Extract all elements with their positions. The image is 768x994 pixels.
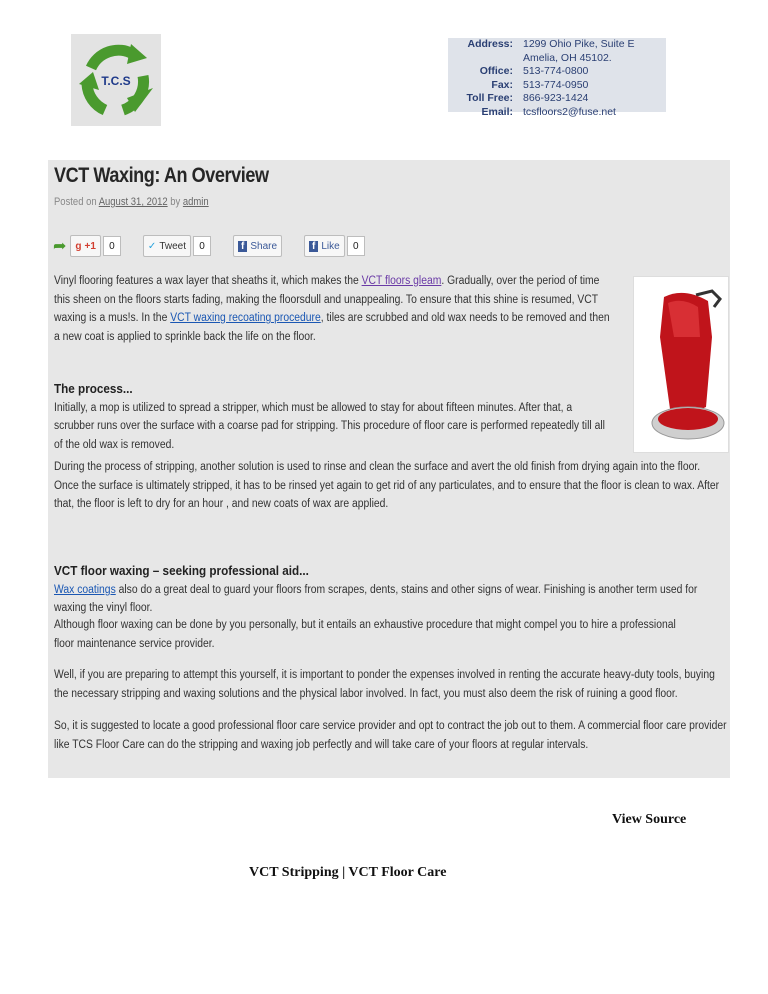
- post-title: VCT Waxing: An Overview: [54, 164, 269, 187]
- contact-label: Office:: [479, 65, 513, 77]
- heading-the-process: The process...: [54, 381, 133, 396]
- contact-label: Fax:: [491, 78, 513, 91]
- like-label: Like: [321, 240, 340, 252]
- gplus-label: +1: [84, 240, 96, 252]
- contact-row-tollfree: [448, 92, 666, 106]
- floor-machine-icon: [634, 277, 728, 452]
- paragraph-text: . Gradually, over the period of time this sheen on the floors starts fading, making the floorsdull and unappealing. To ensure that this shine is resumed, VCT waxing is a mus!s. In the: [54, 275, 600, 324]
- facebook-icon: f: [309, 241, 318, 252]
- contact-row-office: [448, 65, 666, 79]
- post-paragraph-3: During the process of stripping, another solution is used to rinse and clean the surface and avert the old finish from drying again into the floor. Once the surface is ultimately stripped, it has to be rinsed yet again to get rid of any particulates, and to ensure that the floor is clean to wax. After that, the floor is left to dry for an hour , and new coats of wax are applied.: [54, 461, 720, 510]
- share-bar: [53, 235, 387, 257]
- like-count: 0: [347, 236, 365, 256]
- contact-row-email: [448, 106, 666, 120]
- by-text: by: [170, 196, 181, 208]
- view-source-link[interactable]: View Source: [612, 812, 687, 827]
- heading-professional-aid: VCT floor waxing – seeking professional aid...: [54, 563, 309, 578]
- floor-machine-image: [633, 276, 729, 453]
- gplus-count: 0: [103, 236, 121, 256]
- twitter-bird-icon: ✓: [147, 240, 157, 252]
- post-author-link[interactable]: admin: [182, 196, 209, 208]
- share-arrow-icon[interactable]: ➦: [53, 238, 67, 255]
- contact-row-address: [448, 38, 666, 52]
- tcs-logo: [71, 34, 161, 126]
- contact-value: tcsfloors2@fuse.net: [523, 105, 616, 118]
- contact-info: [448, 38, 666, 118]
- contact-value: 1299 Ohio Pike, Suite E: [523, 38, 635, 50]
- contact-label: Address:: [467, 38, 513, 50]
- contact-label: Toll Free:: [466, 92, 513, 104]
- blog-post-screenshot: [48, 160, 730, 778]
- post-paragraph-5: Although floor waxing can be done by you personally, but it entails an exhaustive procedure that might compel you to hire a professional floor maintenance service provider.: [54, 619, 676, 650]
- tweet-button[interactable]: [143, 235, 191, 257]
- posted-on-text: Posted on: [54, 196, 97, 208]
- tweet-label: Tweet: [159, 240, 186, 252]
- gplus-button[interactable]: [70, 235, 101, 257]
- vct-floors-gleam-link[interactable]: VCT floors gleam: [361, 275, 442, 287]
- vct-waxing-recoating-link[interactable]: VCT waxing recoating procedure: [170, 312, 321, 324]
- wax-coatings-link[interactable]: Wax coatings: [54, 583, 116, 596]
- contact-value: Amelia, OH 45102.: [523, 51, 612, 64]
- footer-tags: VCT Stripping | VCT Floor Care: [249, 865, 447, 880]
- fb-share-label: Share: [250, 240, 278, 252]
- recycle-logo-icon: [71, 34, 161, 126]
- facebook-icon: f: [238, 241, 247, 252]
- paragraph-text: Vinyl flooring features a wax layer that sheaths it, which makes the: [54, 275, 362, 287]
- contact-row-city: [448, 52, 666, 66]
- contact-row-fax: [448, 79, 666, 93]
- post-paragraph-2: Initially, a mop is utilized to spread a stripper, which must be allowed to stay for about fifteen minutes. After that, a scrubber runs over the surface with a coarse pad for stripping. This procedure of floor care is performed repeatedly till all of the old wax is removed.: [54, 401, 605, 451]
- contact-value: 513-774-0800: [523, 65, 589, 77]
- logo-text: T.C.S: [101, 74, 131, 88]
- post-date-link[interactable]: August 31, 2012: [98, 196, 168, 208]
- post-paragraph-4: also do a great deal to guard your floors from scrapes, dents, stains and other signs of wear. Finishing is another term used for waxing the vinyl floor.: [54, 583, 698, 614]
- post-meta: [54, 196, 209, 208]
- facebook-share-button[interactable]: [233, 235, 282, 257]
- section-the-process: [54, 380, 612, 454]
- contact-value: 513-774-0950: [523, 78, 589, 91]
- post-paragraph-1: [54, 272, 612, 346]
- facebook-like-button[interactable]: [304, 235, 345, 257]
- post-paragraph-7: So, it is suggested to locate a good professional floor care service provider and opt to contract the job out to them. A commercial floor care provider like TCS Floor Care can do the stripping and waxing job perfectly and will take care of your floors at regular intervals.: [54, 720, 727, 751]
- section-professional-aid: [54, 562, 727, 618]
- tweet-count: 0: [193, 236, 211, 256]
- post-paragraph-6: Well, if you are preparing to attempt this yourself, it is important to ponder the expenses involved in renting the accurate heavy-duty tools, buying the necessary stripping and waxing solutions and the physical labor involved. In fact, you must also deem the risk of ruining a good floor.: [54, 669, 715, 700]
- contact-label: [448, 52, 523, 66]
- contact-value: 866-923-1424: [523, 92, 589, 104]
- contact-label: Email:: [481, 105, 513, 118]
- paragraph-text: , tiles are scrubbed and old wax needs to be removed and then a new coat is applied to sprinkle back the life on the floor.: [54, 312, 610, 343]
- gplus-icon: g: [75, 240, 82, 252]
